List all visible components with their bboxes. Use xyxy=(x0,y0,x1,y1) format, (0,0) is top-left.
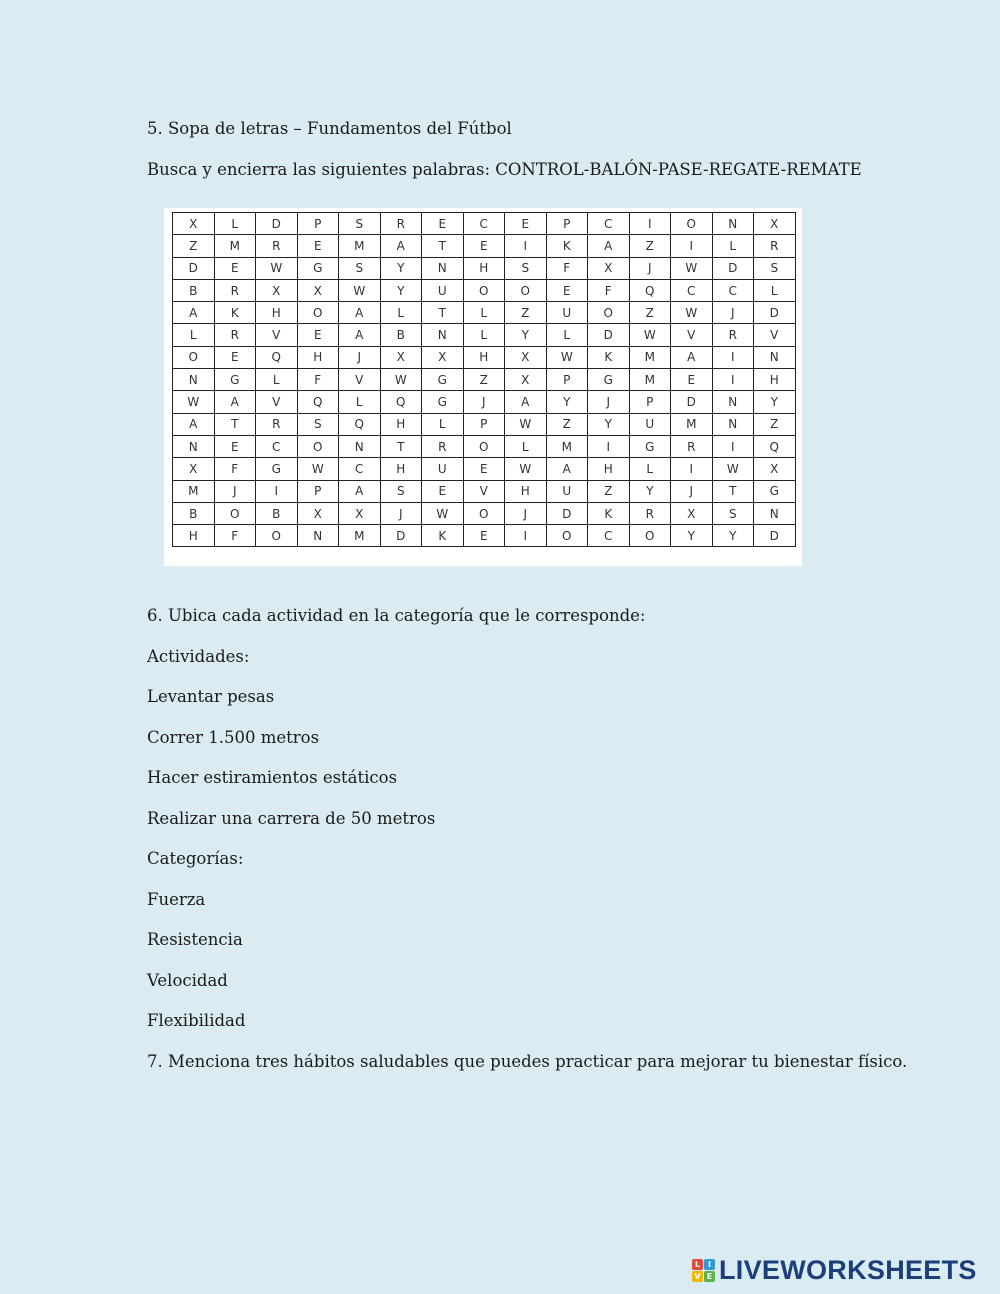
grid-cell[interactable]: M xyxy=(339,235,381,257)
grid-cell[interactable]: Y xyxy=(712,525,754,547)
grid-cell[interactable]: P xyxy=(546,369,588,391)
section-5-title: 5. Sopa de letras – Fundamentos del Fútbol xyxy=(147,119,512,138)
grid-cell[interactable]: L xyxy=(339,391,381,413)
grid-cell[interactable]: L xyxy=(629,458,671,480)
grid-cell[interactable]: N xyxy=(754,502,796,524)
grid-cell[interactable]: R xyxy=(256,413,298,435)
grid-cell[interactable]: E xyxy=(463,458,505,480)
grid-cell[interactable]: F xyxy=(214,458,256,480)
grid-cell[interactable]: U xyxy=(422,279,464,301)
grid-cell[interactable]: K xyxy=(588,346,630,368)
grid-cell[interactable]: G xyxy=(256,458,298,480)
grid-row xyxy=(173,480,796,502)
grid-cell[interactable]: D xyxy=(546,502,588,524)
grid-cell[interactable]: D xyxy=(380,525,422,547)
grid-cell[interactable]: O xyxy=(173,346,215,368)
grid-cell[interactable]: Y xyxy=(588,413,630,435)
grid-cell[interactable]: J xyxy=(214,480,256,502)
grid-row xyxy=(173,369,796,391)
grid-cell[interactable]: X xyxy=(422,346,464,368)
grid-cell[interactable]: I xyxy=(256,480,298,502)
grid-cell[interactable]: P xyxy=(546,213,588,235)
grid-cell[interactable]: G xyxy=(422,391,464,413)
grid-cell[interactable]: W xyxy=(297,458,339,480)
grid-cell[interactable]: D xyxy=(754,302,796,324)
grid-cell[interactable]: Q xyxy=(297,391,339,413)
grid-cell[interactable]: J xyxy=(712,302,754,324)
grid-cell[interactable]: V xyxy=(671,324,713,346)
grid-cell[interactable]: Q xyxy=(629,279,671,301)
grid-cell[interactable]: Q xyxy=(380,391,422,413)
grid-cell[interactable]: M xyxy=(629,346,671,368)
grid-cell[interactable]: X xyxy=(339,502,381,524)
grid-cell[interactable]: E xyxy=(297,235,339,257)
grid-cell[interactable]: B xyxy=(173,502,215,524)
grid-cell[interactable]: L xyxy=(173,324,215,346)
grid-cell[interactable]: D xyxy=(712,257,754,279)
grid-cell[interactable]: R xyxy=(671,435,713,457)
grid-cell[interactable]: N xyxy=(173,435,215,457)
grid-cell[interactable]: R xyxy=(214,324,256,346)
grid-cell[interactable]: O xyxy=(588,302,630,324)
grid-cell[interactable]: B xyxy=(380,324,422,346)
grid-cell[interactable]: K xyxy=(588,502,630,524)
activity-item[interactable]: Correr 1.500 metros xyxy=(147,728,320,747)
word-search-grid[interactable] xyxy=(172,212,796,547)
grid-cell[interactable]: N xyxy=(173,369,215,391)
grid-cell[interactable]: Z xyxy=(463,369,505,391)
grid-cell[interactable]: D xyxy=(173,257,215,279)
grid-cell[interactable]: J xyxy=(463,391,505,413)
logo-icon-letter: E xyxy=(704,1271,715,1282)
grid-cell[interactable]: Y xyxy=(671,525,713,547)
grid-cell[interactable]: F xyxy=(297,369,339,391)
grid-cell[interactable]: Z xyxy=(588,480,630,502)
grid-cell[interactable]: Y xyxy=(380,257,422,279)
grid-cell[interactable]: G xyxy=(422,369,464,391)
grid-cell[interactable]: C xyxy=(588,525,630,547)
category-item[interactable]: Resistencia xyxy=(147,930,243,949)
grid-cell[interactable]: K xyxy=(422,525,464,547)
grid-cell[interactable]: H xyxy=(754,369,796,391)
grid-cell[interactable]: S xyxy=(297,413,339,435)
grid-cell[interactable]: I xyxy=(588,435,630,457)
grid-cell[interactable]: Z xyxy=(546,413,588,435)
grid-cell[interactable]: H xyxy=(380,458,422,480)
grid-cell[interactable]: L xyxy=(463,302,505,324)
activity-item[interactable]: Hacer estiramientos estáticos xyxy=(147,768,398,787)
grid-cell[interactable]: S xyxy=(339,257,381,279)
grid-cell[interactable]: B xyxy=(256,502,298,524)
grid-cell[interactable]: X xyxy=(671,502,713,524)
grid-cell[interactable]: S xyxy=(339,213,381,235)
grid-cell[interactable]: Z xyxy=(505,302,547,324)
grid-cell[interactable]: I xyxy=(712,369,754,391)
grid-cell[interactable]: N xyxy=(712,413,754,435)
logo-icon-letter: V xyxy=(692,1271,703,1282)
grid-cell[interactable]: X xyxy=(173,458,215,480)
grid-cell[interactable]: L xyxy=(422,413,464,435)
liveworksheets-logo[interactable] xyxy=(692,1255,977,1285)
grid-cell[interactable]: R xyxy=(214,279,256,301)
category-item[interactable]: Flexibilidad xyxy=(147,1011,246,1030)
grid-cell[interactable]: T xyxy=(712,480,754,502)
grid-cell[interactable]: O xyxy=(463,435,505,457)
logo-icon-letter: L xyxy=(692,1259,703,1270)
grid-cell[interactable]: M xyxy=(546,435,588,457)
grid-row xyxy=(173,391,796,413)
activity-item[interactable]: Levantar pesas xyxy=(147,687,275,706)
grid-cell[interactable]: G xyxy=(297,257,339,279)
categories-label: Categorías: xyxy=(147,849,244,868)
grid-cell[interactable]: Y xyxy=(380,279,422,301)
grid-cell[interactable]: Z xyxy=(629,235,671,257)
grid-cell[interactable]: X xyxy=(256,279,298,301)
grid-cell[interactable]: O xyxy=(546,525,588,547)
grid-cell[interactable]: C xyxy=(463,213,505,235)
grid-cell[interactable]: P xyxy=(463,413,505,435)
grid-cell[interactable]: L xyxy=(546,324,588,346)
liveworksheets-logo-text: LIVEWORKSHEETS xyxy=(719,1254,977,1285)
grid-cell[interactable]: W xyxy=(380,369,422,391)
grid-cell[interactable]: N xyxy=(422,324,464,346)
grid-cell[interactable]: L xyxy=(463,324,505,346)
grid-cell[interactable]: A xyxy=(546,458,588,480)
grid-cell[interactable]: O xyxy=(256,525,298,547)
grid-cell[interactable]: V xyxy=(463,480,505,502)
grid-cell[interactable]: Q xyxy=(339,413,381,435)
grid-cell[interactable]: T xyxy=(380,435,422,457)
grid-cell[interactable]: A xyxy=(339,324,381,346)
grid-cell[interactable]: W xyxy=(505,458,547,480)
grid-cell[interactable]: C xyxy=(256,435,298,457)
grid-cell[interactable]: O xyxy=(505,279,547,301)
grid-cell[interactable]: L xyxy=(712,235,754,257)
grid-cell[interactable]: X xyxy=(297,502,339,524)
grid-cell[interactable]: J xyxy=(588,391,630,413)
grid-cell[interactable]: Q xyxy=(256,346,298,368)
liveworksheets-logo-icon xyxy=(692,1259,715,1282)
grid-cell[interactable]: L xyxy=(256,369,298,391)
grid-cell[interactable]: M xyxy=(214,235,256,257)
grid-cell[interactable]: X xyxy=(754,458,796,480)
grid-cell[interactable]: I xyxy=(712,435,754,457)
grid-cell[interactable]: U xyxy=(546,302,588,324)
grid-cell[interactable]: H xyxy=(463,257,505,279)
grid-cell[interactable]: E xyxy=(214,346,256,368)
category-item[interactable]: Velocidad xyxy=(147,971,228,990)
grid-cell[interactable]: X xyxy=(754,213,796,235)
grid-cell[interactable]: D xyxy=(588,324,630,346)
grid-cell[interactable]: I xyxy=(629,213,671,235)
grid-cell[interactable]: X xyxy=(380,346,422,368)
grid-row xyxy=(173,257,796,279)
grid-row xyxy=(173,413,796,435)
grid-cell[interactable]: U xyxy=(546,480,588,502)
grid-cell[interactable]: F xyxy=(546,257,588,279)
grid-cell[interactable]: M xyxy=(173,480,215,502)
grid-cell[interactable]: L xyxy=(380,302,422,324)
grid-cell[interactable]: D xyxy=(754,525,796,547)
grid-cell[interactable]: R xyxy=(629,502,671,524)
grid-cell[interactable]: W xyxy=(629,324,671,346)
grid-cell[interactable]: V xyxy=(256,391,298,413)
grid-row xyxy=(173,525,796,547)
category-item[interactable]: Fuerza xyxy=(147,890,206,909)
grid-cell[interactable]: O xyxy=(671,213,713,235)
grid-cell[interactable]: X xyxy=(173,213,215,235)
grid-cell[interactable]: T xyxy=(422,235,464,257)
grid-cell[interactable]: E xyxy=(505,213,547,235)
grid-cell[interactable]: E xyxy=(214,257,256,279)
grid-cell[interactable]: P xyxy=(297,480,339,502)
grid-cell[interactable]: N xyxy=(297,525,339,547)
grid-cell[interactable]: J xyxy=(339,346,381,368)
grid-cell[interactable]: A xyxy=(588,235,630,257)
grid-row xyxy=(173,213,796,235)
grid-cell[interactable]: A xyxy=(173,413,215,435)
grid-cell[interactable]: Z xyxy=(173,235,215,257)
grid-row xyxy=(173,279,796,301)
grid-cell[interactable]: O xyxy=(463,279,505,301)
grid-cell[interactable]: S xyxy=(754,257,796,279)
grid-cell[interactable]: T xyxy=(214,413,256,435)
grid-cell[interactable]: E xyxy=(671,369,713,391)
grid-row xyxy=(173,324,796,346)
grid-cell[interactable]: N xyxy=(422,257,464,279)
grid-cell[interactable]: H xyxy=(505,480,547,502)
grid-cell[interactable]: Y xyxy=(754,391,796,413)
grid-cell[interactable]: R xyxy=(754,235,796,257)
grid-cell[interactable]: R xyxy=(256,235,298,257)
grid-cell[interactable]: H xyxy=(463,346,505,368)
grid-cell[interactable]: V xyxy=(339,369,381,391)
grid-cell[interactable]: C xyxy=(671,279,713,301)
activity-item[interactable]: Realizar una carrera de 50 metros xyxy=(147,809,436,828)
grid-cell[interactable]: Z xyxy=(754,413,796,435)
grid-cell[interactable]: W xyxy=(671,257,713,279)
grid-cell[interactable]: J xyxy=(671,480,713,502)
grid-cell[interactable]: H xyxy=(256,302,298,324)
grid-cell[interactable]: A xyxy=(339,480,381,502)
grid-cell[interactable]: J xyxy=(505,502,547,524)
grid-cell[interactable]: V xyxy=(256,324,298,346)
grid-cell[interactable]: I xyxy=(671,458,713,480)
grid-cell[interactable]: E xyxy=(546,279,588,301)
grid-cell[interactable]: I xyxy=(712,346,754,368)
grid-cell[interactable]: E xyxy=(297,324,339,346)
grid-cell[interactable]: E xyxy=(214,435,256,457)
grid-cell[interactable]: E xyxy=(422,213,464,235)
grid-cell[interactable]: N xyxy=(712,391,754,413)
grid-cell[interactable]: L xyxy=(754,279,796,301)
grid-cell[interactable]: X xyxy=(505,346,547,368)
grid-cell[interactable]: I xyxy=(505,235,547,257)
grid-cell[interactable]: A xyxy=(505,391,547,413)
grid-cell[interactable]: F xyxy=(214,525,256,547)
grid-cell[interactable]: N xyxy=(754,346,796,368)
grid-cell[interactable]: N xyxy=(339,435,381,457)
grid-cell[interactable]: Y xyxy=(505,324,547,346)
grid-cell[interactable]: T xyxy=(422,302,464,324)
grid-cell[interactable]: R xyxy=(712,324,754,346)
grid-cell[interactable]: H xyxy=(173,525,215,547)
grid-cell[interactable]: R xyxy=(422,435,464,457)
grid-cell[interactable]: F xyxy=(588,279,630,301)
grid-cell[interactable]: H xyxy=(380,413,422,435)
grid-row xyxy=(173,235,796,257)
grid-cell[interactable]: E xyxy=(463,235,505,257)
grid-cell[interactable]: O xyxy=(297,302,339,324)
grid-cell[interactable]: H xyxy=(588,458,630,480)
grid-cell[interactable]: C xyxy=(588,213,630,235)
grid-cell[interactable]: A xyxy=(380,235,422,257)
grid-cell[interactable]: K xyxy=(546,235,588,257)
grid-cell[interactable]: K xyxy=(214,302,256,324)
grid-cell[interactable]: B xyxy=(173,279,215,301)
grid-cell[interactable]: O xyxy=(297,435,339,457)
grid-cell[interactable]: P xyxy=(297,213,339,235)
grid-cell[interactable]: M xyxy=(339,525,381,547)
grid-cell[interactable]: P xyxy=(629,391,671,413)
grid-cell[interactable]: G xyxy=(214,369,256,391)
grid-cell[interactable]: A xyxy=(671,346,713,368)
grid-cell[interactable]: W xyxy=(712,458,754,480)
grid-cell[interactable]: W xyxy=(505,413,547,435)
grid-cell[interactable]: S xyxy=(505,257,547,279)
grid-cell[interactable]: M xyxy=(629,369,671,391)
grid-cell[interactable]: A xyxy=(214,391,256,413)
grid-cell[interactable]: D xyxy=(671,391,713,413)
grid-cell[interactable]: I xyxy=(505,525,547,547)
grid-row xyxy=(173,346,796,368)
grid-cell[interactable]: W xyxy=(422,502,464,524)
activities-label: Actividades: xyxy=(147,647,250,666)
grid-cell[interactable]: A xyxy=(173,302,215,324)
grid-cell[interactable]: Q xyxy=(754,435,796,457)
grid-cell[interactable]: C xyxy=(712,279,754,301)
grid-cell[interactable]: D xyxy=(256,213,298,235)
grid-cell[interactable]: C xyxy=(339,458,381,480)
grid-cell[interactable]: X xyxy=(588,257,630,279)
grid-cell[interactable]: A xyxy=(339,302,381,324)
grid-cell[interactable]: V xyxy=(754,324,796,346)
grid-cell[interactable]: Z xyxy=(629,302,671,324)
logo-icon-letter: I xyxy=(704,1259,715,1270)
grid-cell[interactable]: Y xyxy=(546,391,588,413)
grid-cell[interactable]: X xyxy=(505,369,547,391)
grid-cell[interactable]: U xyxy=(422,458,464,480)
section-5-instruction: Busca y encierra las siguientes palabras: CONTROL-BALÓN-PASE-REGATE-REMATE xyxy=(147,160,862,179)
grid-cell[interactable]: G xyxy=(588,369,630,391)
grid-cell[interactable]: H xyxy=(297,346,339,368)
grid-cell[interactable]: O xyxy=(214,502,256,524)
grid-cell[interactable]: E xyxy=(463,525,505,547)
grid-cell[interactable]: S xyxy=(380,480,422,502)
grid-cell[interactable]: O xyxy=(463,502,505,524)
grid-cell[interactable]: J xyxy=(629,257,671,279)
grid-cell[interactable]: J xyxy=(380,502,422,524)
grid-cell[interactable]: W xyxy=(339,279,381,301)
grid-cell[interactable]: U xyxy=(629,413,671,435)
section-7-question: 7. Menciona tres hábitos saludables que puedes practicar para mejorar tu bienestar físico. xyxy=(147,1052,908,1071)
grid-cell[interactable]: R xyxy=(380,213,422,235)
word-search-puzzle xyxy=(164,208,802,566)
grid-cell[interactable]: W xyxy=(671,302,713,324)
grid-cell[interactable]: G xyxy=(754,480,796,502)
grid-cell[interactable]: N xyxy=(712,213,754,235)
grid-cell[interactable]: W xyxy=(256,257,298,279)
grid-cell[interactable]: E xyxy=(422,480,464,502)
grid-cell[interactable]: X xyxy=(297,279,339,301)
grid-cell[interactable]: W xyxy=(546,346,588,368)
grid-row xyxy=(173,435,796,457)
grid-cell[interactable]: L xyxy=(214,213,256,235)
section-6-title: 6. Ubica cada actividad en la categoría que le corresponde: xyxy=(147,606,646,625)
grid-row xyxy=(173,458,796,480)
grid-cell[interactable]: G xyxy=(629,435,671,457)
grid-cell[interactable]: L xyxy=(505,435,547,457)
grid-cell[interactable]: Y xyxy=(629,480,671,502)
grid-row xyxy=(173,502,796,524)
grid-row xyxy=(173,302,796,324)
grid-cell[interactable]: I xyxy=(671,235,713,257)
grid-cell[interactable]: O xyxy=(629,525,671,547)
grid-cell[interactable]: M xyxy=(671,413,713,435)
grid-cell[interactable]: W xyxy=(173,391,215,413)
grid-cell[interactable]: S xyxy=(712,502,754,524)
